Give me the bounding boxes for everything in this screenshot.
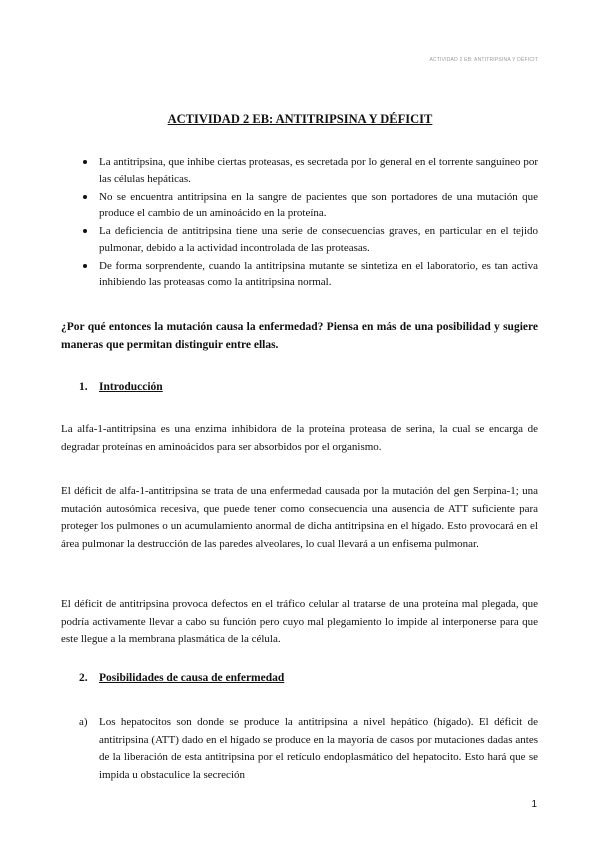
bullet-icon — [83, 229, 87, 233]
question-paragraph: ¿Por qué entonces la mutación causa la enfermedad? Piensa en más de una posibilidad y sugiere maneras que permitan distinguir entre ellas. — [61, 321, 538, 351]
paragraph: La alfa-1-antitripsina es una enzima inhibidora de la proteína proteasa de serina, la cual se encarga de degradar proteínas en aminoácidos para ser absorbidos por el organismo. — [61, 423, 538, 453]
bullet-icon — [83, 195, 87, 199]
section-heading-introduccion — [79, 381, 163, 393]
section-number: 2. — [79, 672, 88, 684]
section-title: Introducción — [99, 381, 163, 393]
bullet-icon — [83, 264, 87, 268]
running-header: ACTIVIDAD 2 EB: ANTITRIPSINA Y DÉFICIT — [429, 57, 538, 63]
paragraph: El déficit de antitripsina provoca defectos en el tráfico celular al tratarse de una proteína mal plegada, que podría activamente llevar a cabo su función pero cuyo mal plegamiento lo impide al interponerse para que este llegue a la membrana plasmática de la célula. — [61, 598, 538, 645]
bullet-list — [80, 154, 538, 292]
item-label: a) — [79, 716, 88, 728]
paragraph: El déficit de alfa-1-antitripsina se trata de una enfermedad causada por la mutación del gen Serpina-1; una mutación autosómica recesiva, que puede tener como consecuencia una ausencia de ATT suficiente para proteger los pulmones o un acumulamiento anormal de dicha antitripsina en el hígado. Esto provocará en el área pulmonar la destrucción de las paredes alveolares, lo cual llevará a un enfisema pulmonar. — [61, 485, 538, 550]
bullet-icon — [83, 160, 87, 164]
list-item: La antitripsina, que inhibe ciertas proteasas, es secretada por lo general en el torrente sanguíneo por las células hepáticas. — [80, 154, 538, 187]
section-title: Posibilidades de causa de enfermedad — [99, 672, 285, 684]
list-item — [79, 714, 538, 784]
list-item: No se encuentra antitripsina en la sangre de pacientes que son portadores de una mutación que produce el cambio de un aminoácido en la proteína. — [80, 189, 538, 222]
document-title: ACTIVIDAD 2 EB: ANTITRIPSINA Y DÉFICIT — [167, 112, 433, 126]
list-item: La deficiencia de antitripsina tiene una serie de consecuencias graves, en particular en el tejido pulmonar, debido a la actividad incontrolada de las proteasas. — [80, 223, 538, 256]
section-heading-posibilidades — [79, 672, 284, 684]
item-text: Los hepatocitos son donde se produce la antitripsina a nivel hepático (hígado). El déficit de antitripsina (ATT) dado en el hígado se produce en la mayoría de casos por mutaciones dadas antes de la liberación de esta antitripsina por el retículo endoplasmático del hepatocito. Esto hará que se impida u obstaculice la secreción — [99, 716, 538, 781]
page-number: 1 — [531, 799, 537, 810]
list-item: De forma sorprendente, cuando la antitripsina mutante se sintetiza en el laboratorio, es tan activa inhibiendo las proteasas como la antitripsina normal. — [80, 258, 538, 291]
section-number: 1. — [79, 381, 88, 393]
